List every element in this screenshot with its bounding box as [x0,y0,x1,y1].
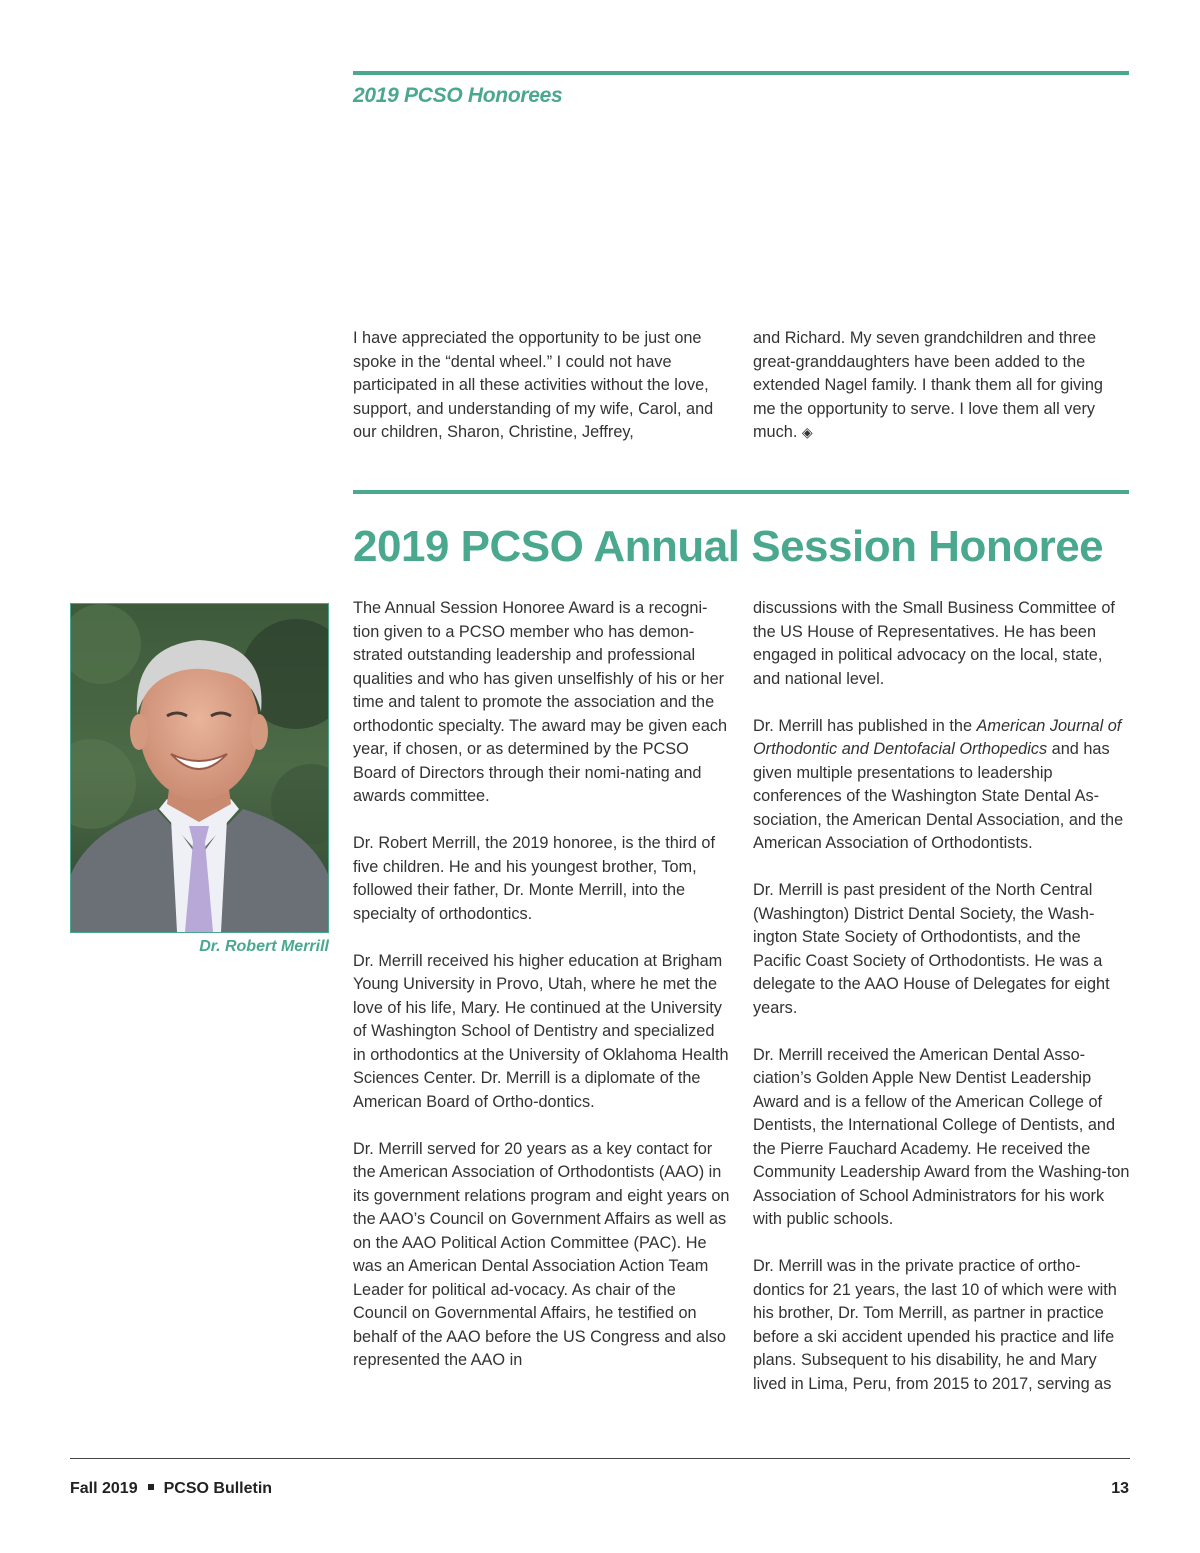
honoree-photo [70,603,329,933]
photo-caption: Dr. Robert Merrill [199,938,329,955]
article-paragraph: Dr. Merrill received the American Dental Asso-ciation’s Golden Apple New Dentist Leadership Award and is a fellow of the American College of Dentists, the International College of Dentists, and the Pierre Fauchard Academy. He received the Community Leadership Award from the Washing-ton Association of School Administrators for his work with public schools. [753,1045,1130,1228]
section-label: 2019 PCSO Honorees [353,84,563,107]
intro-right-paragraph [753,327,1129,445]
journal-title: American Journal of Orthodontic and Dentofacial Orthopedics [753,716,1122,758]
article-left-column [353,597,731,1373]
footer-divider [70,1458,1130,1459]
article-paragraph: The Annual Session Honoree Award is a recogni-tion given to a PCSO member who has demon-strated outstanding leadership and professional qualities and who has given unselfishly of his or her time and talent to promote the association and the orthodontic specialty. The award may be given each year, if chosen, or as determined by the PCSO Board of Directors through their nomi-nating and awards committee. [353,599,728,805]
intro-left-column [353,327,729,445]
footer-issue-date: Fall 2019 [70,1480,138,1497]
page-number: 13 [1111,1480,1129,1497]
intro-right-column [753,327,1129,445]
intro-left-paragraph: I have appreciated the opportunity to be just one spoke in the “dental wheel.” I could not have participated in all these activities without the love, support, and understanding of my wife, Carol, and our children, Sharon, Christine, Jeffrey, [353,329,714,441]
article-heading: 2019 PCSO Annual Session Honoree [353,522,1104,571]
paragraph-text: Dr. Merrill has published in the [753,716,977,735]
top-divider [353,71,1129,75]
paragraph-text: and has given multiple presentations to leadership conferences of the Washington State Dental As-sociation, the American Dental Association, and the American Association of Orthodontists. [753,740,1124,852]
footer-publication: PCSO Bulletin [163,1480,273,1497]
article-paragraph: Dr. Robert Merrill, the 2019 honoree, is the third of five children. He and his youngest brother, Tom, followed their father, Dr. Monte Merrill, into the specialty of orthodontics. [353,834,715,923]
article-paragraph [753,715,1131,856]
article-paragraph: Dr. Merrill was in the private practice of ortho-dontics for 21 years, the last 10 of which were with his brother, Dr. Tom Merrill, as partner in practice before a ski accident upended his practice and life plans. Subsequent to his disability, he and Mary lived in Lima, Peru, from 2015 to 2017, serving as [753,1257,1117,1393]
article-paragraph: Dr. Merrill served for 20 years as a key contact for the American Association of Orthodontists (AAO) in its government relations program and eight years on the AAO’s Council on Government Affairs as well as on the AAO Political Action Committee (PAC). He was an American Dental Association Action Team Leader for political ad-vocacy. As chair of the Council on Governmental Affairs, he testified on behalf of the AAO before the US Congress and also represented the AAO in [353,1139,730,1369]
article-paragraph: discussions with the Small Business Committee of the US House of Representatives. He has been engaged in political advocacy on the local, state, and national level. [753,599,1115,688]
article-paragraph: Dr. Merrill received his higher education at Brigham Young University in Provo, Utah, where he met the love of his life, Mary. He continued at the University of Washington School of Dentistry and specialized in orthodontics at the University of Oklahoma Health Sciences Center. Dr. Merrill is a diplomate of the American Board of Ortho-dontics. [353,951,729,1111]
article-right-column [753,597,1131,1396]
article-paragraph: Dr. Merrill is past president of the North Central (Washington) District Dental Society, the Wash-ington State Society of Orthodontists, and the Pacific Coast Society of Orthodontists. He was a delegate to the AAO House of Delegates for eight years. [753,881,1110,1017]
article-divider [353,490,1129,494]
end-mark-icon: ◈ [801,424,813,440]
footer-issue [70,1480,272,1498]
square-bullet-icon [148,1484,154,1490]
intro-right-text: and Richard. My seven grandchildren and three great-granddaughters have been added to the extended Nagel family. I thank them all for giving me the opportunity to serve. I love them all very much. [753,329,1103,441]
